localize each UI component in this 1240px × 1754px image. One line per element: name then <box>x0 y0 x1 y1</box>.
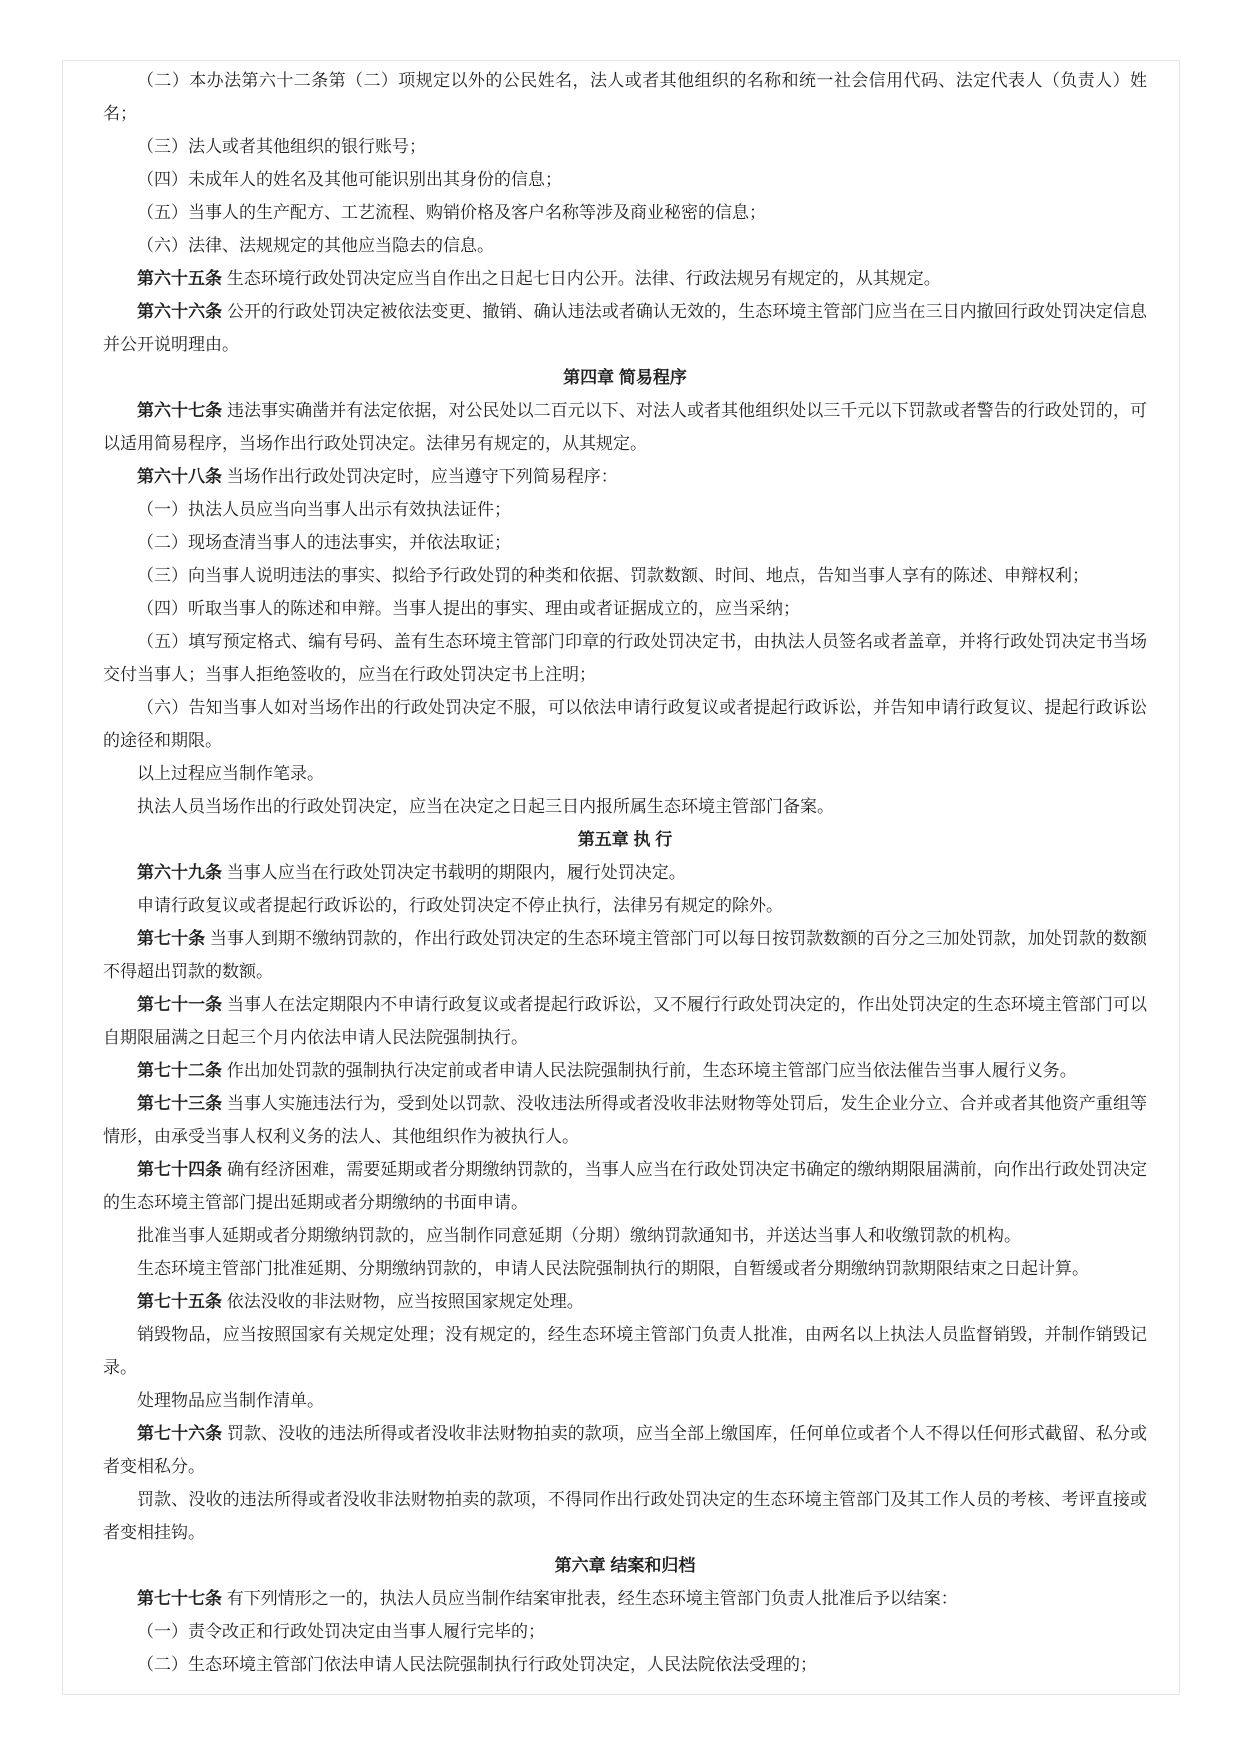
article-paragraph <box>103 460 1147 493</box>
article-number: 第七十五条 <box>137 1292 222 1311</box>
article-text: 当事人实施违法行为，受到处以罚款、没收违法所得或者没收非法财物等处罚后，发生企业分立、合并或者其他资产重组等情形，由承受当事人权利义务的法人、其他组织作为被执行人。 <box>103 1094 1148 1146</box>
article-paragraph <box>103 394 1147 460</box>
article-number: 第七十七条 <box>137 1589 222 1608</box>
article-text: 当事人在法定期限内不申请行政复议或者提起行政诉讼，又不履行行政处罚决定的，作出处罚决定的生态环境主管部门可以自期限届满之日起三个月内依法申请人民法院强制执行。 <box>103 995 1148 1047</box>
list-item-paragraph: （二）现场查清当事人的违法事实，并依法取证； <box>137 533 511 552</box>
list-item-paragraph: （六）法律、法规规定的其他应当隐去的信息。 <box>137 236 494 255</box>
list-item-paragraph: （六）告知当事人如对当场作出的行政处罚决定不服，可以依法申请行政复议或者提起行政诉讼，并告知申请行政复议、提起行政诉讼的途径和期限。 <box>103 698 1147 750</box>
list-item-paragraph: （一）责令改正和行政处罚决定由当事人履行完毕的； <box>137 1622 545 1641</box>
list-item-paragraph: （二）生态环境主管部门依法申请人民法院强制执行行政处罚决定，人民法院依法受理的； <box>137 1655 817 1674</box>
article-paragraph <box>103 1417 1147 1483</box>
article-paragraph <box>103 1582 1147 1615</box>
article-number: 第六十八条 <box>137 467 222 486</box>
article-paragraph <box>103 988 1147 1054</box>
list-item-paragraph: （五）填写预定格式、编有号码、盖有生态环境主管部门印章的行政处罚决定书，由执法人员签名或者盖章，并将行政处罚决定书当场交付当事人；当事人拒绝签收的，应当在行政处罚决定书上注明； <box>103 632 1147 684</box>
body-paragraph: 批准当事人延期或者分期缴纳罚款的，应当制作同意延期（分期）缴纳罚款通知书，并送达当事人和收缴罚款的机构。 <box>137 1226 1021 1245</box>
body-paragraph: 执法人员当场作出的行政处罚决定，应当在决定之日起三日内报所属生态环境主管部门备案。 <box>137 797 834 816</box>
article-text: 当事人到期不缴纳罚款的，作出行政处罚决定的生态环境主管部门可以每日按罚款数额的百分之三加处罚款，加处罚款的数额不得超出罚款的数额。 <box>103 929 1147 981</box>
article-text: 有下列情形之一的，执法人员应当制作结案审批表，经生态环境主管部门负责人批准后予以结案： <box>226 1589 958 1608</box>
article-paragraph <box>103 1054 1147 1087</box>
article-paragraph <box>103 262 1147 295</box>
body-paragraph: 处理物品应当制作清单。 <box>137 1391 324 1410</box>
article-paragraph <box>103 922 1147 988</box>
list-item-paragraph: （三）向当事人说明违法的事实、拟给予行政处罚的种类和依据、罚款数额、时间、地点，告知当事人享有的陈述、申辩权利； <box>137 566 1089 585</box>
list-item-paragraph: （四）未成年人的姓名及其他可能识别出其身份的信息； <box>137 170 562 189</box>
article-number: 第六十九条 <box>137 863 222 882</box>
body-paragraph: 申请行政复议或者提起行政诉讼的，行政处罚决定不停止执行，法律另有规定的除外。 <box>137 896 783 915</box>
article-paragraph <box>103 856 1147 889</box>
article-text: 当事人应当在行政处罚决定书载明的期限内，履行处罚决定。 <box>226 863 686 882</box>
article-number: 第七十六条 <box>137 1424 223 1443</box>
chapter-heading: 第五章 执 行 <box>577 830 673 849</box>
document-page <box>62 60 1180 1695</box>
article-text: 公开的行政处罚决定被依法变更、撤销、确认违法或者确认无效的，生态环境主管部门应当在三日内撤回行政处罚决定信息并公开说明理由。 <box>103 302 1148 354</box>
body-paragraph: 罚款、没收的违法所得或者没收非法财物拍卖的款项，不得同作出行政处罚决定的生态环境主管部门及其工作人员的考核、考评直接或者变相挂钩。 <box>103 1490 1147 1542</box>
article-text: 罚款、没收的违法所得或者没收非法财物拍卖的款项，应当全部上缴国库，任何单位或者个人不得以任何形式截留、私分或者变相私分。 <box>103 1424 1148 1476</box>
article-text: 生态环境行政处罚决定应当自作出之日起七日内公开。法律、行政法规另有规定的，从其规定。 <box>226 269 941 288</box>
list-item-paragraph: （三）法人或者其他组织的银行账号； <box>137 137 426 156</box>
chapter-heading: 第六章 结案和归档 <box>554 1556 696 1575</box>
body-paragraph: 以上过程应当制作笔录。 <box>137 764 324 783</box>
list-item-paragraph: （一）执法人员应当向当事人出示有效执法证件； <box>137 500 511 519</box>
article-paragraph <box>103 1285 1147 1318</box>
article-text: 违法事实确凿并有法定依据，对公民处以二百元以下、对法人或者其他组织处以三千元以下罚款或者警告的行政处罚的，可以适用简易程序，当场作出行政处罚决定。法律另有规定的，从其规定。 <box>103 401 1148 453</box>
article-paragraph <box>103 1087 1147 1153</box>
chapter-heading: 第四章 简易程序 <box>563 368 687 387</box>
article-text: 作出加处罚款的强制执行决定前或者申请人民法院强制执行前，生态环境主管部门应当依法催告当事人履行义务。 <box>226 1061 1077 1080</box>
list-item-paragraph: （二）本办法第六十二条第（二）项规定以外的公民姓名，法人或者其他组织的名称和统一社会信用代码、法定代表人（负责人）姓名； <box>103 71 1147 123</box>
list-item-paragraph: （五）当事人的生产配方、工艺流程、购销价格及客户名称等涉及商业秘密的信息； <box>137 203 766 222</box>
article-number: 第七十二条 <box>137 1061 222 1080</box>
body-paragraph: 生态环境主管部门批准延期、分期缴纳罚款的，申请人民法院强制执行的期限，自暂缓或者分期缴纳罚款期限结束之日起计算。 <box>137 1259 1089 1278</box>
article-paragraph <box>103 1153 1147 1219</box>
article-number: 第七十条 <box>137 929 206 948</box>
article-paragraph <box>103 295 1147 361</box>
article-number: 第七十一条 <box>137 995 223 1014</box>
list-item-paragraph: （四）听取当事人的陈述和申辩。当事人提出的事实、理由或者证据成立的，应当采纳； <box>137 599 800 618</box>
article-number: 第六十五条 <box>137 269 222 288</box>
article-number: 第七十四条 <box>137 1160 223 1179</box>
article-text: 确有经济困难，需要延期或者分期缴纳罚款的，当事人应当在行政处罚决定书确定的缴纳期限届满前，向作出行政处罚决定的生态环境主管部门提出延期或者分期缴纳的书面申请。 <box>103 1160 1148 1212</box>
article-text: 当场作出行政处罚决定时，应当遵守下列简易程序： <box>226 467 618 486</box>
article-number: 第六十七条 <box>137 401 223 420</box>
article-text: 依法没收的非法财物，应当按照国家规定处理。 <box>226 1292 584 1311</box>
article-number: 第六十六条 <box>137 302 223 321</box>
document-content <box>103 64 1147 1681</box>
body-paragraph: 销毁物品，应当按照国家有关规定处理；没有规定的，经生态环境主管部门负责人批准，由两名以上执法人员监督销毁，并制作销毁记录。 <box>103 1325 1147 1377</box>
article-number: 第七十三条 <box>137 1094 223 1113</box>
